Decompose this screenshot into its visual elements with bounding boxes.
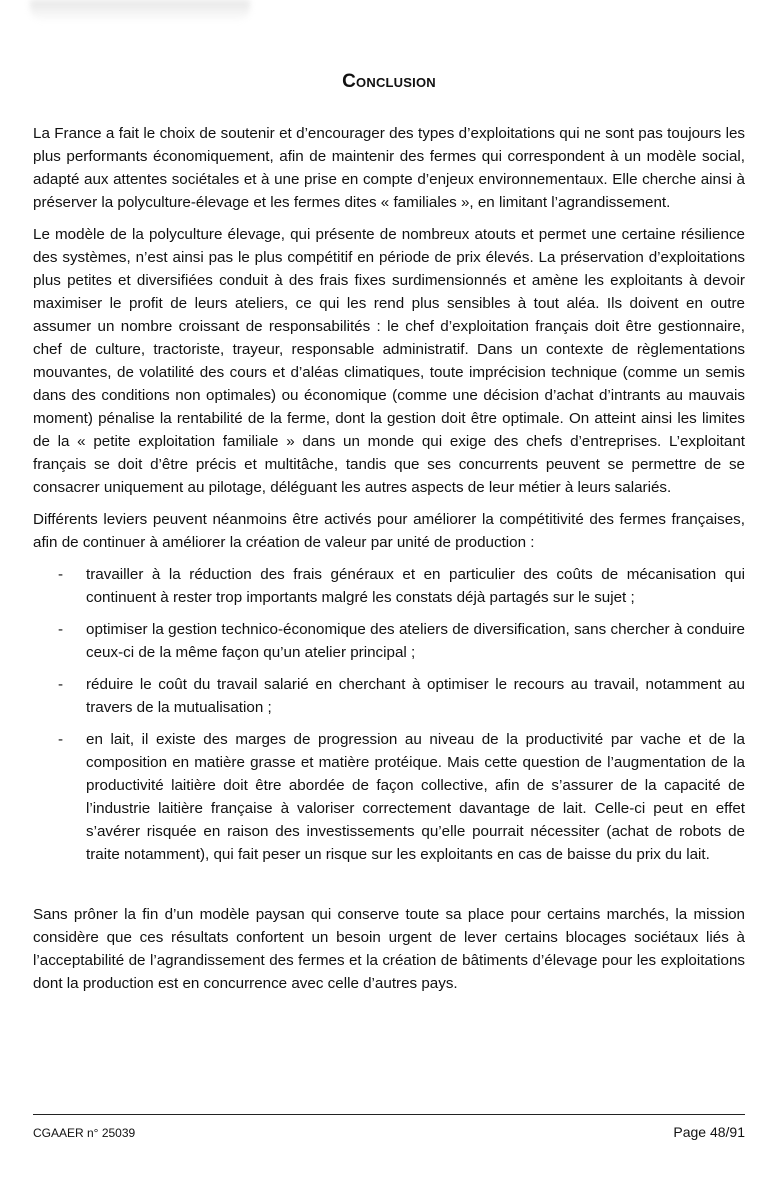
page-number: Page 48/91 bbox=[673, 1124, 745, 1140]
paragraph-closing: Sans prôner la fin d’un modèle paysan qui conserve toute sa place pour certains marchés, la mission considère que ces résultats confortent un besoin urgent de lever certains blocages sociétaux liés à l’acceptabilité de l’agrandissement des fermes et la création de bâtiments d’élevage pour les exploitations dont la production est en concurrence avec celle d’autres pays. bbox=[33, 906, 745, 992]
bullet-text: réduire le coût du travail salarié en cherchant à optimiser le recours au travail, notamment au travers de la mutualisation ; bbox=[86, 676, 745, 716]
list-item bbox=[33, 728, 745, 866]
bullet-text: travailler à la réduction des frais généraux et en particulier des coûts de mécanisation qui continuent à rester trop importants malgré les constats déjà partagés sur le sujet ; bbox=[86, 566, 745, 606]
bullet-text: en lait, il existe des marges de progression au niveau de la productivité par vache et de la composition en matière grasse et matière protéique. Mais cette question de l’augmentation de la productivité laitière doit être abordée de façon collective, afin de s’assurer de la capacité de l’industrie laitière française à valoriser correctement davantage de lait. Celle-ci peut en effet s’avérer risquée en raison des investissements qu’elle pourrait nécessiter (achat de robots de traite notamment), qui fait peser un risque sur les exploitants en cas de baisse du prix du lait. bbox=[86, 731, 745, 863]
document-page bbox=[33, 0, 745, 1200]
levers-list bbox=[33, 563, 745, 866]
paragraph-intro: La France a fait le choix de soutenir et d’encourager des types d’exploitations qui ne sont pas toujours les plus performants économiquement, afin de maintenir des fermes qui correspondent à un modèle social, adapté aux attentes sociétales et à une prise en compte d’enjeux environnementaux. Elle cherche ainsi à préserver la polyculture-élevage et les fermes dites « familiales », en limitant l’agrandissement. bbox=[33, 125, 745, 211]
page-title: Conclusion bbox=[342, 71, 436, 92]
bullet-dash: - bbox=[58, 676, 64, 693]
list-item bbox=[33, 618, 745, 664]
footer-divider bbox=[33, 1114, 745, 1115]
list-item bbox=[33, 673, 745, 719]
bullet-dash: - bbox=[58, 731, 64, 748]
footer-reference: CGAAER n° 25039 bbox=[33, 1126, 136, 1140]
bullet-dash: - bbox=[58, 621, 64, 638]
paragraph-polyculture: Le modèle de la polyculture élevage, qui présente de nombreux atouts et permet une certaine résilience des systèmes, n’est ainsi pas le plus compétitif en période de prix élevés. La préservation d’exploitations plus petites et diversifiées conduit à des frais fixes surdimensionnés et amène les exploitants à devoir maximiser le profit de leurs ateliers, ce qui les rend plus sensibles à tout aléa. Ils doivent en outre assumer un nombre croissant de responsabilités : le chef d’exploitation français doit être gestionnaire, chef de culture, tractoriste, trayeur, responsable administratif. Dans un contexte de règlementations mouvantes, de volatilité des cours et d’aléas climatiques, toute imprécision technique (comme un semis dans des conditions non optimales) ou économique (comme une décision d’achat d’intrants au mauvais moment) pénalise la rentabilité de la ferme, dont la gestion doit être optimale. On atteint ainsi les limites de la « petite exploitation familiale » dans un monde qui exige des chefs d’entreprises. L’exploitant français se doit d’être précis et multitâche, tandis que ses concurrents peuvent se permettre de se consacrer uniquement au pilotage, déléguant les autres aspects de leur métier à leurs salariés. bbox=[33, 226, 745, 496]
document-body bbox=[33, 122, 745, 1004]
paragraph-levers-intro: Différents leviers peuvent néanmoins être activés pour améliorer la compétitivité des fermes françaises, afin de continuer à améliorer la création de valeur par unité de production : bbox=[33, 511, 745, 551]
bullet-text: optimiser la gestion technico-économique des ateliers de diversification, sans chercher à conduire ceux-ci de la même façon qu’un atelier principal ; bbox=[86, 621, 745, 661]
list-item bbox=[33, 563, 745, 609]
bullet-dash: - bbox=[58, 566, 64, 583]
